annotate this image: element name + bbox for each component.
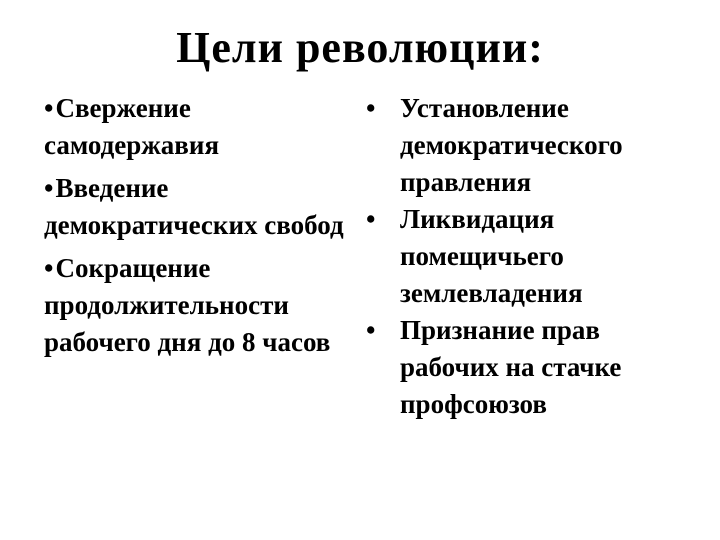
bullet-icon: •: [44, 253, 54, 283]
bullet-icon: •: [366, 315, 376, 345]
list-item: [44, 90, 344, 164]
list-item-text: Введение демократических свобод: [44, 173, 344, 240]
bullet-icon: •: [44, 173, 54, 203]
bullet-icon: •: [44, 93, 54, 123]
left-goals-list: [44, 90, 344, 367]
slide-title: Цели революции:: [176, 23, 544, 72]
bullet-icon: •: [366, 204, 376, 234]
list-item: [366, 312, 686, 423]
list-item: [44, 250, 344, 361]
list-item: [44, 170, 344, 244]
list-item: [366, 201, 686, 312]
bullet-icon: •: [366, 93, 376, 123]
list-item: [366, 90, 686, 201]
list-item-text: Свержение самодержавия: [44, 93, 220, 160]
list-item-text: Установление демократического правления: [400, 93, 623, 197]
list-item-text: Сокращение продолжительности рабочего дня до 8 часов: [44, 253, 331, 357]
list-item-text: Ликвидация помещичьего землевладения: [400, 204, 583, 308]
right-goals-list: [366, 90, 686, 423]
list-item-text: Признание прав рабочих на стачке профсоюзов: [400, 315, 622, 419]
